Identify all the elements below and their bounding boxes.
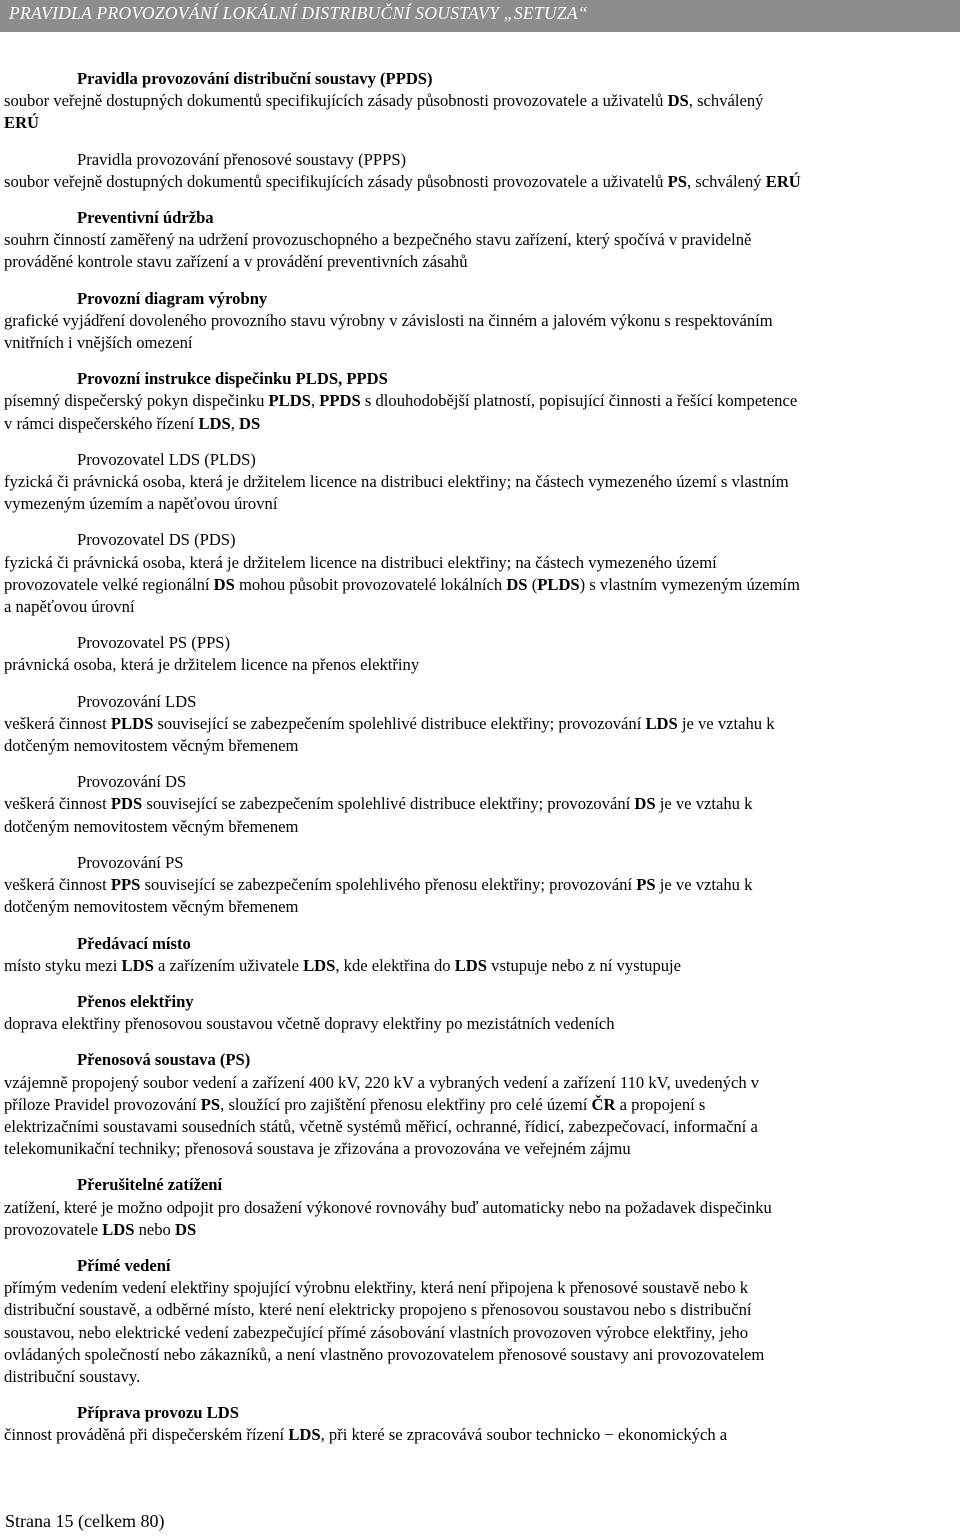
glossary-definition: grafické vyjádření dovoleného provozního stavu výrobny v závislosti na činném a jalovém výkonu s respektováním vnitřních i vnějších omezení [4,310,773,353]
glossary-entry [4,288,956,355]
glossary-term: Přerušitelné zatížení [77,1175,223,1195]
glossary-definition: činnost prováděná při dispečerském řízení LDS, při které se zpracovává soubor technicko − ekonomických a [4,1425,728,1445]
glossary-definition: fyzická či právnická osoba, která je držitelem licence na distribuci elektřiny; na částech vymezeného území provozovatele velké regionální DS mohou působit provozovatelé lokálních DS (PLDS) s vlastním vymezeným územím a napěťovou úrovní [4,552,800,617]
glossary-entry [4,1049,956,1160]
glossary-entry [4,691,956,758]
glossary-entry [4,852,956,919]
glossary-entry [4,771,956,838]
glossary-term: Přenos elektřiny [77,991,194,1011]
glossary-term: Provozování PS [77,852,184,872]
glossary-term: Provozování DS [77,772,187,792]
glossary-definition: doprava elektřiny přenosovou soustavou včetně dopravy elektřiny po mezistátních vedeních [4,1014,615,1034]
glossary-term: Preventivní údržba [77,208,214,228]
glossary-definition: přímým vedením vedení elektřiny spojující výrobnu elektřiny, která není připojena k přenosové soustavě nebo k distribuční soustavě, a odběrné místo, které není elektricky propojeno s přenosovou soustavou nebo s distribuční soustavou, nebo elektrické vedení zabezpečující přímé zásobování vlastních provozoven výrobce elektřiny, jeho ovládaných společností nebo zákazníků, a není vlastněno provozovatelem přenosové soustavy ani provozovatelem distribuční soustavy. [4,1278,765,1386]
glossary-definition: fyzická či právnická osoba, která je držitelem licence na distribuci elektřiny; na částech vymezeného území s vlastním vymezeným územím a napěťovou úrovní [4,472,789,514]
glossary-term: Provozovatel PS (PPS) [77,633,231,653]
glossary-term: Přenosová soustava (PS) [77,1050,251,1070]
glossary-term: Provozovatel DS (PDS) [77,530,236,550]
glossary-definition: veškerá činnost PLDS související se zabezpečením spolehlivé distribuce elektřiny; provozování LDS je ve vztahu k dotčeným nemovitostem věcným břemenem [4,713,775,756]
page-header [0,0,960,32]
glossary-entry [4,449,956,516]
glossary-entry [4,368,956,435]
glossary-term: Provozování LDS [77,691,197,711]
glossary-definition: soubor veřejně dostupných dokumentů specifikujících zásady působnosti provozovatele a uživatelů DS, schválený ERÚ [4,91,764,133]
glossary-entry [4,207,956,274]
glossary-term: Provozní diagram výrobny [77,288,268,308]
glossary-definition: veškerá činnost PPS související se zabezpečením spolehlivého přenosu elektřiny; provozování PS je ve vztahu k dotčeným nemovitostem věcným břemenem [4,875,753,917]
glossary-entry [4,933,956,977]
glossary-term: Pravidla provozování přenosové soustavy (PPPS) [77,149,407,169]
glossary-entry [4,991,956,1035]
glossary-definition: právnická osoba, která je držitelem licence na přenos elektřiny [4,655,420,675]
glossary-term: Přímé vedení [77,1255,171,1275]
glossary-entry [4,1402,956,1446]
page-number: Strana 15 (celkem 80) [5,1511,165,1531]
glossary-definition: veškerá činnost PDS související se zabezpečením spolehlivé distribuce elektřiny; provozování DS je ve vztahu k dotčeným nemovitostem věcným břemenem [4,794,753,836]
glossary-definition: souhrn činností zaměřený na udržení provozuschopného a bezpečného stavu zařízení, který spočívá v pravidelně prováděné kontrole stavu zařízení a v provádění preventivních zásahů [4,230,752,272]
glossary-entry [4,632,956,676]
glossary-term: Předávací místo [77,933,191,953]
glossary-entry [4,68,956,135]
glossary-definition: písemný dispečerský pokyn dispečinku PLDS, PPDS s dlouhodobější platností, popisující činnosti a řešící kompetence v rámci dispečerského řízení LDS, DS [4,391,798,433]
glossary-entry [4,1255,956,1388]
glossary-definition: místo styku mezi LDS a zařízením uživatele LDS, kde elektřina do LDS vstupuje nebo z ní vystupuje [4,955,682,975]
glossary-term: Provozní instrukce dispečinku PLDS, PPDS [77,369,388,389]
glossary-content [4,68,956,1461]
glossary-definition: vzájemně propojený soubor vedení a zařízení 400 kV, 220 kV a vybraných vedení a zařízení 110 kV, uvedených v příloze Pravidel provozování PS, sloužící pro zajištění přenosu elektřiny pro celé území ČR a propojení s elektrizačními soustavami sousedních států, včetně systémů měřicí, ochranné, řídicí, zabezpečovací, informační a telekomunikační techniky; přenosová soustava je zřizována a provozována ve veřejném zájmu [4,1072,760,1159]
glossary-entry [4,1174,956,1241]
glossary-definition: soubor veřejně dostupných dokumentů specifikujících zásady působnosti provozovatele a uživatelů PS, schválený ERÚ [4,171,801,191]
glossary-entry [4,529,956,618]
glossary-term: Příprava provozu LDS [77,1403,239,1423]
glossary-entry [4,149,956,193]
glossary-definition: zatížení, které je možno odpojit pro dosažení výkonové rovnováhy buď automaticky nebo na požadavek dispečinku provozovatele LDS nebo DS [4,1197,772,1239]
glossary-term: Pravidla provozování distribuční soustavy (PPDS) [77,69,433,88]
glossary-term: Provozovatel LDS (PLDS) [77,449,256,469]
document-title: PRAVIDLA PROVOZOVÁNÍ LOKÁLNÍ DISTRIBUČNÍ SOUSTAVY „SETUZA“ [9,3,588,23]
